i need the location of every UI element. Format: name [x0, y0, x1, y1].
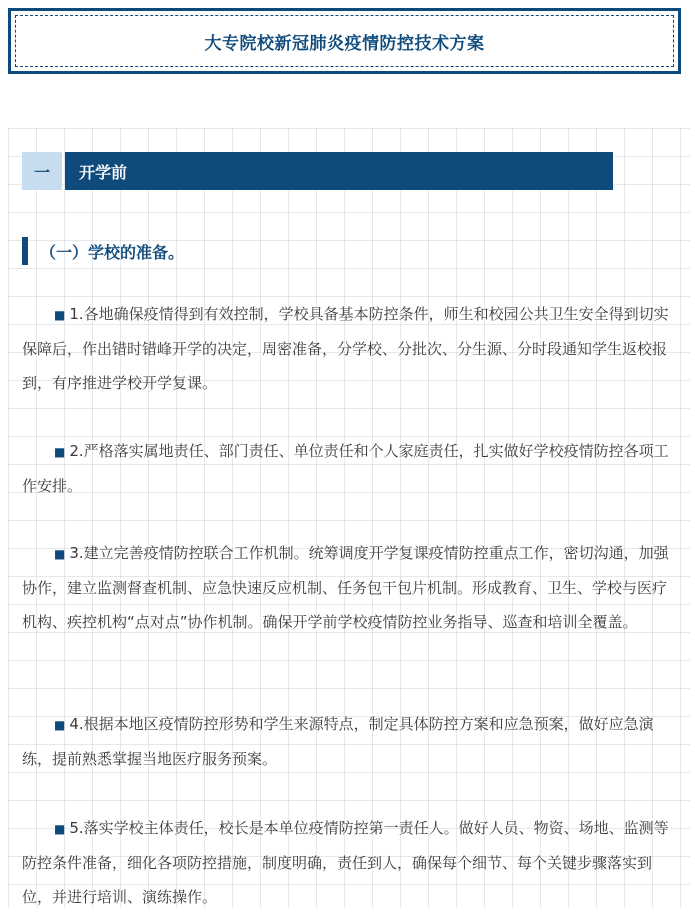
paragraph-text: 4.根据本地区疫情防控形势和学生来源特点，制定具体防控方案和应急预案，做好应急演练，提前熟悉掌握当地医疗服务预案。	[22, 715, 654, 768]
paragraph-3	[22, 536, 672, 639]
square-bullet-icon: ■	[54, 547, 66, 561]
document-title: 大专院校新冠肺炎疫情防控技术方案	[204, 33, 485, 54]
subsection-accent-bar	[22, 237, 28, 265]
paragraph-text: 1.各地确保疫情得到有效控制，学校具备基本防控条件，师生和校园公共卫生安全得到切实保障后，作出错时错峰开学的决定，周密准备，分学校、分批次、分生源、分时段通知学生返校报到，有序推进学校开学复课。	[22, 305, 669, 392]
section-number: 一	[22, 152, 62, 190]
paragraph-1	[22, 297, 672, 400]
paragraph-5	[22, 811, 672, 914]
paragraph-text: 2.严格落实属地责任、部门责任、单位责任和个人家庭责任，扎实做好学校疫情防控各项工作安排。	[22, 442, 669, 495]
paragraph-4	[22, 707, 672, 776]
title-inner-dashed-border	[15, 15, 674, 67]
square-bullet-icon: ■	[54, 718, 66, 732]
title-box	[8, 8, 681, 74]
subsection-header	[22, 236, 184, 266]
paragraph-2	[22, 434, 672, 503]
square-bullet-icon: ■	[54, 822, 66, 836]
section-title-bar	[65, 152, 613, 190]
subsection-title: （一）学校的准备。	[40, 242, 185, 262]
paragraph-text: 3.建立完善疫情防控联合工作机制。统筹调度开学复课疫情防控重点工作，密切沟通，加强协作，建立监测督查机制、应急快速反应机制、任务包干包片机制。形成教育、卫生、学校与医疗机构、疾控机构“点对点”协作机制。确保开学前学校疫情防控业务指导、巡查和培训全覆盖。	[22, 544, 669, 631]
square-bullet-icon: ■	[54, 308, 66, 322]
section-header	[22, 152, 613, 190]
square-bullet-icon: ■	[54, 445, 66, 459]
section-title: 开学前	[79, 162, 128, 182]
paragraph-text: 5.落实学校主体责任，校长是本单位疫情防控第一责任人。做好人员、物资、场地、监测等防控条件准备，细化各项防控措施，制度明确，责任到人，确保每个细节、每个关键步骤落实到位，并进行培训、演练操作。	[22, 819, 669, 906]
